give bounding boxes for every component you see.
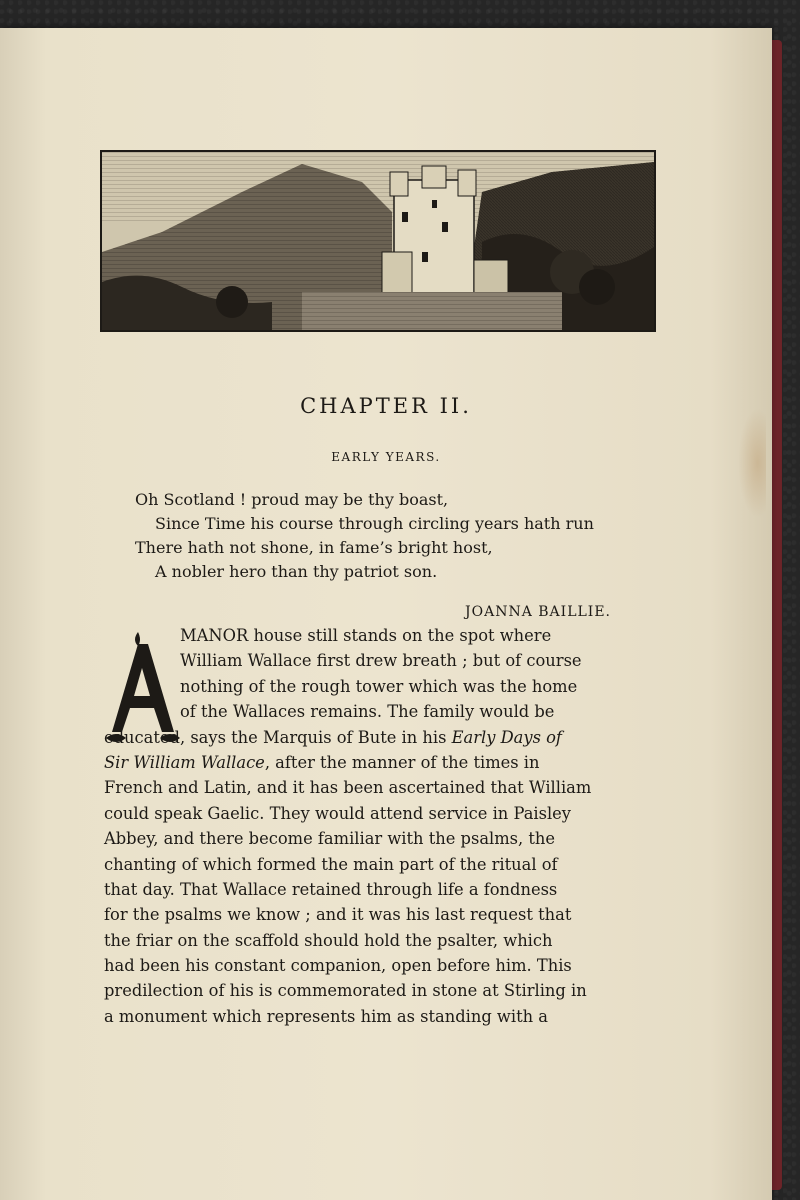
text-line: the friar on the scaffold should hold the psalter, which (104, 930, 553, 950)
text-line: that day. That Wallace retained through life a fondness (104, 879, 558, 899)
text-line: educated, says the Marquis of Bute in his Early Days of (104, 727, 562, 747)
text-line: Sir William Wallace, after the manner of the times in (104, 752, 540, 772)
text-line: Abbey, and there become familiar with the psalms, the (104, 829, 556, 849)
body-text (104, 623, 654, 1029)
text-line: MANOR house still stands on the spot where (180, 626, 552, 645)
poem-attribution: JOANNA BAILLIE. (465, 604, 611, 620)
text-line: could speak Gaelic. They would attend service in Paisley (104, 803, 572, 823)
text-line: of the Wallaces remains. The family would be (180, 702, 555, 722)
text-line: French and Latin, and it has been ascertained that William (104, 778, 592, 798)
text-line: William Wallace first drew breath ; but of course (180, 651, 582, 671)
text-line: nothing of the rough tower which was the home (180, 676, 578, 696)
text-line: had been his constant companion, open before him. This (104, 956, 572, 976)
poem-line: Oh Scotland ! proud may be thy boast, (135, 490, 449, 509)
text-line: chanting of which formed the main part of the ritual of (104, 854, 558, 874)
text-line: for the psalms we know ; and it was his last request that (104, 905, 572, 925)
poem-line: A nobler hero than thy patriot son. (155, 562, 438, 581)
text-line: predilection of his is commemorated in stone at Stirling in (104, 981, 587, 1001)
text-line: a monument which represents him as standing with a (104, 1006, 548, 1026)
book-page (0, 28, 772, 1200)
chapter-subtitle: EARLY YEARS. (331, 450, 441, 464)
poem-line: There hath not shone, in fame’s bright host, (135, 538, 493, 557)
castle-engraving (100, 150, 656, 332)
chapter-title: CHAPTER II. (300, 394, 472, 418)
poem-line: Since Time his course through circling years hath run (155, 514, 594, 533)
